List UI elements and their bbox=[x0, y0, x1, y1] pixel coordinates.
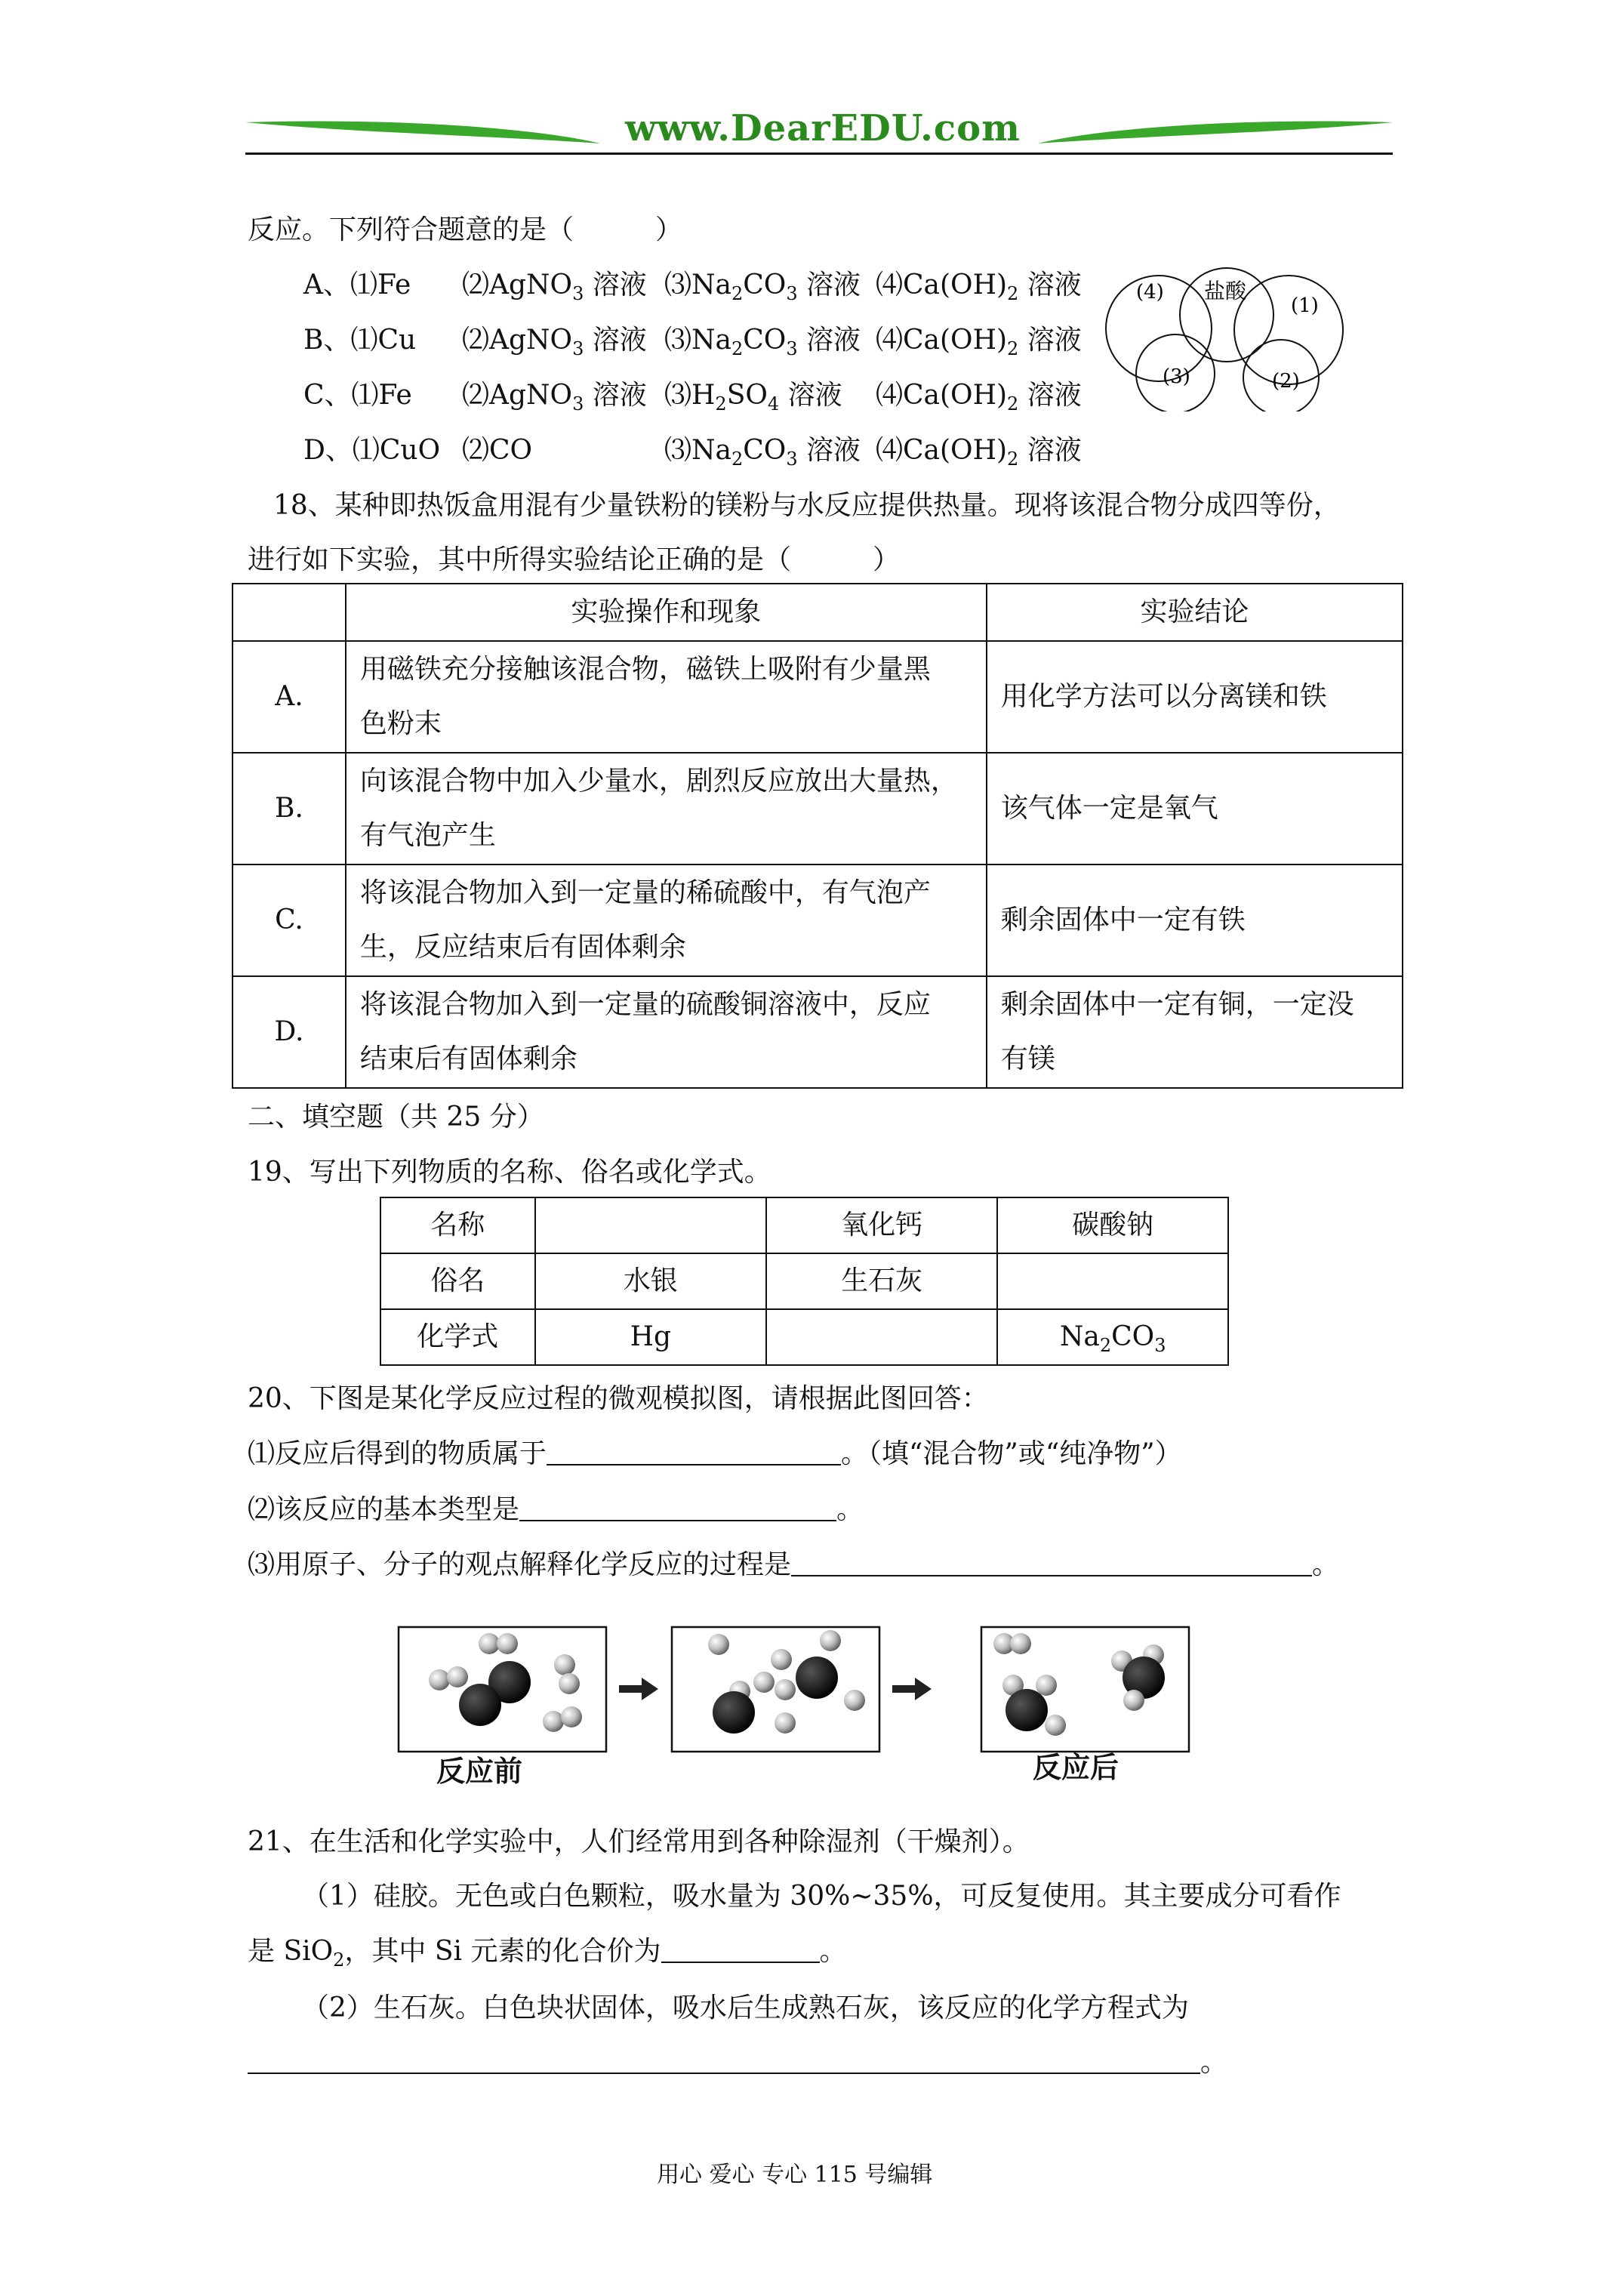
circle-1 bbox=[1234, 276, 1343, 384]
q19-stem: 19、写出下列物质的名称、俗名或化学式。 bbox=[248, 1157, 771, 1188]
caption-after: 反应后 bbox=[1033, 1751, 1119, 1784]
q18-label-b: B. bbox=[233, 753, 346, 864]
q18-head-conclusion: 实验结论 bbox=[987, 584, 1403, 641]
q19-cell-name-2: 氧化钙 bbox=[766, 1197, 997, 1253]
q18-con-a: 用化学方法可以分离镁和铁 bbox=[987, 641, 1403, 753]
q19-cell-common-label: 俗名 bbox=[380, 1253, 535, 1309]
q18-op-c: 将该混合物加入到一定量的稀硫酸中，有气泡产 生，反应结束后有固体剩余 bbox=[346, 864, 987, 976]
q18-op-b: 向该混合物中加入少量水，剧烈反应放出大量热， 有气泡产生 bbox=[346, 753, 987, 864]
q19-cell-formula-1: Hg bbox=[535, 1309, 766, 1365]
header-rule bbox=[245, 153, 1393, 155]
site-logo: www.DearEDU.com bbox=[625, 107, 1021, 149]
molecules-middle bbox=[708, 1630, 865, 1734]
q21-part2-answer: 。 bbox=[248, 2048, 1227, 2078]
q18-table bbox=[232, 583, 1403, 1089]
q17-option-d: D、⑴CuO bbox=[303, 435, 441, 466]
venn-label-4: (4) bbox=[1136, 281, 1164, 304]
q18-label-c: C. bbox=[233, 864, 346, 976]
q18-row-c bbox=[233, 864, 1403, 976]
section-2-title: 二、填空题（共 25 分） bbox=[248, 1102, 544, 1133]
q19-cell-common-3 bbox=[997, 1253, 1228, 1309]
q18-row-b bbox=[233, 753, 1403, 864]
q17-b-c4: $⑷Ca(OH)_2$ 溶液 bbox=[876, 325, 1082, 359]
page-footer: 用心 爱心 专心 115 号编辑 bbox=[657, 2162, 933, 2188]
q17-option-c: C、⑴Fe bbox=[303, 380, 412, 411]
q19-cell-name-label: 名称 bbox=[380, 1197, 535, 1253]
venn-label-acid: 盐酸 bbox=[1204, 279, 1247, 304]
q17-b-c2: ⑵AgNO$_3$ 溶液 bbox=[462, 325, 647, 359]
venn-label-2: (2) bbox=[1272, 370, 1300, 393]
q20-part1: ⑴反应后得到的物质属于 。（填“混合物”或“纯净物”） bbox=[248, 1438, 1182, 1469]
q20-part2: ⑵该反应的基本类型是 。 bbox=[248, 1494, 864, 1525]
molecules-after bbox=[993, 1633, 1165, 1736]
venn-label-1: (1) bbox=[1291, 294, 1319, 317]
q18-row-a bbox=[233, 641, 1403, 753]
molecules-before bbox=[429, 1633, 582, 1732]
arrow-2 bbox=[892, 1678, 932, 1700]
q18-head-empty bbox=[233, 584, 346, 641]
q18-row-d bbox=[233, 976, 1403, 1088]
q19-cell-common-2: 生石灰 bbox=[766, 1253, 997, 1309]
q21-part1: （1）硅胶。无色或白色颗粒，吸水量为 30%~35%，可反复使用。其主要成分可看作 bbox=[302, 1881, 1341, 1912]
q17-option-a: A、⑴Fe bbox=[303, 270, 411, 300]
q19-cell-formula-label: 化学式 bbox=[380, 1309, 535, 1365]
q21-part2: （2）生石灰。白色块状固体，吸水后生成熟石灰，该反应的化学方程式为 bbox=[302, 1992, 1189, 2023]
q18-con-d: 剩余固体中一定有铜，一定没 有镁 bbox=[987, 976, 1403, 1088]
q18-label-d: D. bbox=[233, 976, 346, 1088]
q17-stem-end: 反应。下列符合题意的是（ ） bbox=[248, 214, 683, 245]
q17-a-c3: $⑶Na_2CO_3$ 溶液 bbox=[664, 270, 861, 304]
q19-cell-common-1: 水银 bbox=[535, 1253, 766, 1309]
q19-table bbox=[380, 1197, 1229, 1366]
q18-op-a: 用磁铁充分接触该混合物，磁铁上吸附有少量黑 色粉末 bbox=[346, 641, 987, 753]
q17-b-c3: $⑶Na_2CO_3$ 溶液 bbox=[664, 325, 861, 359]
q17-d-c4: $⑷Ca(OH)_2$ 溶液 bbox=[876, 435, 1082, 470]
q17-d-c2: ⑵CO bbox=[462, 435, 533, 466]
q17-venn-diagram bbox=[1091, 260, 1370, 411]
q18-label-a: A. bbox=[233, 641, 346, 753]
q18-stem-line2: 进行如下实验，其中所得实验结论正确的是（ ） bbox=[248, 544, 901, 575]
arrow-1 bbox=[619, 1678, 658, 1700]
q18-stem-line1: 18、某种即热饭盒用混有少量铁粉的镁粉与水反应提供热量。现将该混合物分成四等份， bbox=[273, 490, 1341, 521]
q20-part3: ⑶用原子、分子的观点解释化学反应的过程是 。 bbox=[248, 1549, 1340, 1580]
q18-op-d: 将该混合物加入到一定量的硫酸铜溶液中，反应 结束后有固体剩余 bbox=[346, 976, 987, 1088]
q17-c-c2: ⑵AgNO$_3$ 溶液 bbox=[462, 380, 647, 415]
q17-a-c4: $⑷Ca(OH)_2$ 溶液 bbox=[876, 270, 1082, 304]
q18-con-c: 剩余固体中一定有铁 bbox=[987, 864, 1403, 976]
q19-cell-formula-3: $Na_2CO_3$ bbox=[997, 1309, 1228, 1365]
q17-a-c2: ⑵AgNO$_3$ 溶液 bbox=[462, 270, 647, 304]
q17-d-c3: $⑶Na_2CO_3$ 溶液 bbox=[664, 435, 861, 470]
q21-stem: 21、在生活和化学实验中，人们经常用到各种除湿剂（干燥剂）。 bbox=[248, 1826, 1030, 1857]
q17-c-c3: $⑶H_2SO_4$ 溶液 bbox=[664, 380, 842, 415]
q18-con-b: 该气体一定是氧气 bbox=[987, 753, 1403, 864]
q19-cell-formula-2 bbox=[766, 1309, 997, 1365]
q18-head-operation: 实验操作和现象 bbox=[346, 584, 987, 641]
q17-option-b: B、⑴Cu bbox=[303, 325, 417, 356]
q19-cell-name-1 bbox=[535, 1197, 766, 1253]
caption-before: 反应前 bbox=[436, 1755, 523, 1788]
q17-c-c4: $⑷Ca(OH)_2$ 溶液 bbox=[876, 380, 1082, 415]
venn-label-3: (3) bbox=[1163, 365, 1190, 388]
q21-part1b: 是 SiO$_2$，其中 Si 元素的化合价为 。 bbox=[248, 1936, 847, 1971]
q19-cell-name-3: 碳酸钠 bbox=[997, 1197, 1228, 1253]
q20-stem: 20、下图是某化学反应过程的微观模拟图，请根据此图回答： bbox=[248, 1383, 989, 1414]
